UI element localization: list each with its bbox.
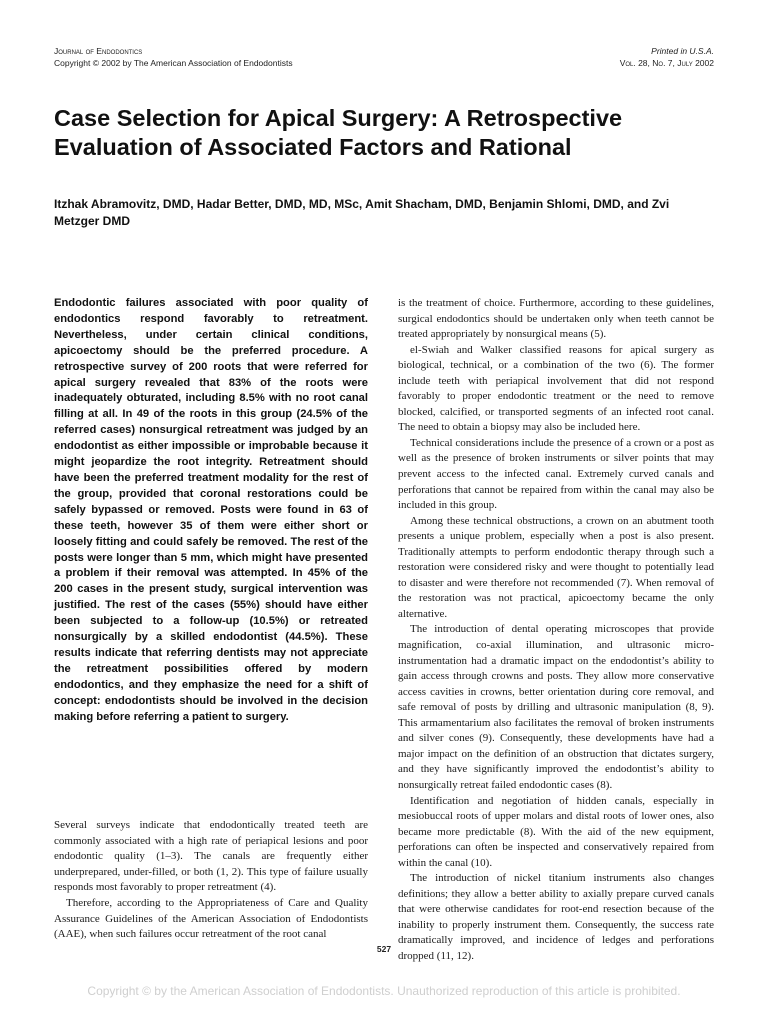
printed-in: Printed in U.S.A. — [651, 46, 714, 56]
body-column-right — [398, 296, 714, 965]
body-paragraph: Among these technical obstructions, a crown on an abutment tooth presents a unique problem, especially when a post is also present. Traditionally attempts to perform endodontic therapy through such a restoration were considered risky and were thought to potentially lead to disaster and were therefore not recommended (7). When removal of the restoration was not practical, apicoectomy became the only alternative. — [398, 514, 714, 620]
volume-info: Vol. 28, No. 7, July 2002 — [619, 58, 714, 68]
body-paragraph: is the treatment of choice. Furthermore, according to these guidelines, surgical endodontics should be undertaken only when teeth cannot be treated appropriately by nonsurgical means (5). — [398, 297, 714, 341]
body-paragraph: The introduction of nickel titanium instruments also changes definitions; they allow a better ability to axially prepare curved canals that were otherwise candidates for root-end resection because of the inability to properly instrument them. Consequently, the success rate dramatically improved, and incidence of ledges and perforations dropped (11, 12). — [398, 872, 714, 962]
article-title: Case Selection for Apical Surgery: A Retrospective Evaluation of Associated Factors and Rational — [54, 105, 623, 160]
body-paragraph: Therefore, according to the Appropriateness of Care and Quality Assurance Guidelines of the American Association of Endodontists (AAE), when such failures occur retreatment of the root canal — [54, 896, 368, 941]
journal-name: Journal of Endodontics — [54, 46, 143, 56]
running-header-right — [620, 45, 714, 69]
copyright-watermark: Copyright © by the American Association of Endodontists. Unauthorized reproduction of this article is prohibited. — [87, 984, 681, 998]
body-paragraph: Several surveys indicate that endodontically treated teeth are commonly associated with a high rate of periapical lesions and poor endodontic quality (1–3). The canals are frequently either underprepared, under-filled, or both (1, 2). This type of failure usually responds most favorably to proper retreatment (4). — [54, 819, 368, 894]
body-paragraph: Identification and negotiation of hidden canals, especially in mesiobuccal roots of upper molars and distal roots of lower ones, also became more predictable (8). With the aid of the new equipment, perforations can often be inspected and conservatively repaired from within the canal (10). — [398, 794, 714, 869]
body-paragraph: Technical considerations include the presence of a crown or a post as well as the presence of broken instruments or silver points that may prevent access to the infected canal. Extremely curved canals and perforations that cannot be repaired from within the canal may also be included in this group. — [398, 436, 714, 512]
body-paragraph: The introduction of dental operating microscopes that provide magnification, co-axial illumination, and ultrasonic micro-instrumentation had a dramatic impact on the endodontist’s ability to gain access through crowns and posts. They allow more conservative access cavities in crowns, better orientation during core removal, and safe removal of posts by drilling and ultrasonic manipulation (8, 9). This armamentarium also facilitates the removal of broken instruments and silver cones (9). Consequently, these developments have had a major impact on the definition of an obstruction that dictates surgery, and they have significantly improved the endodontist’s ability to nonsurgically retreat failed endodontic cases (8). — [398, 623, 714, 791]
running-header-left — [54, 45, 293, 69]
author-list: Itzhak Abramovitz, DMD, Hadar Better, DMD, MD, MSc, Amit Shacham, DMD, Benjamin Shlomi, DMD, and Zvi Metzger DMD — [54, 197, 670, 228]
copyright-line: Copyright © 2002 by The American Association of Endodontists — [54, 58, 293, 68]
body-column-left — [54, 818, 368, 943]
abstract: Endodontic failures associated with poor quality of endodontics respond favorably to retreatment. Nevertheless, under certain clinical conditions, apicoectomy should be the preferred procedure. A retrospective survey of 200 roots that were referred for apical surgery revealed that 83% of the roots were inadequately obturated, including 8.5% with no root canal filling at all. In 49 of the roots in this group (24.5% of the referred cases) nonsurgical retreatment was judged by an endodontist as either impossible or improbable because it might jeopardize the root integrity. Retreatment should have been the preferred treatment modality for the rest of the group, provided that coronal restorations could be safely bypassed or removed. Posts were found in 63 of these teeth, however 35 of them were either short or loosely fitting and could safely be removed. The rest of the posts were longer than 5 mm, which might have presented a problem if their removal was attempted. In 45% of the 200 cases in the present study, surgical intervention was justified. The rest of the cases (55%) should have either been subjected to a follow-up (10.5%) or retreated nonsurgically by a skilled endodontist (44.5%). These results indicate that referring dentists may not appreciate the retreatment possibilities offered by modern endodontics, and they emphasize the need for a shift of concept: endodontists should be involved in the decision making before referring a patient to surgery. — [54, 297, 368, 723]
page-number: 527 — [376, 944, 392, 954]
body-paragraph: el-Swiah and Walker classified reasons for apical surgery as biological, technical, or a combination of the two (6). The former include teeth with periapical involvement that did not respond favorably to proper endodontic treatment or the need to remove blocked, calcified, or transported segments of an infected root canal. The need to obtain a biopsy may also be included here. — [398, 343, 714, 434]
